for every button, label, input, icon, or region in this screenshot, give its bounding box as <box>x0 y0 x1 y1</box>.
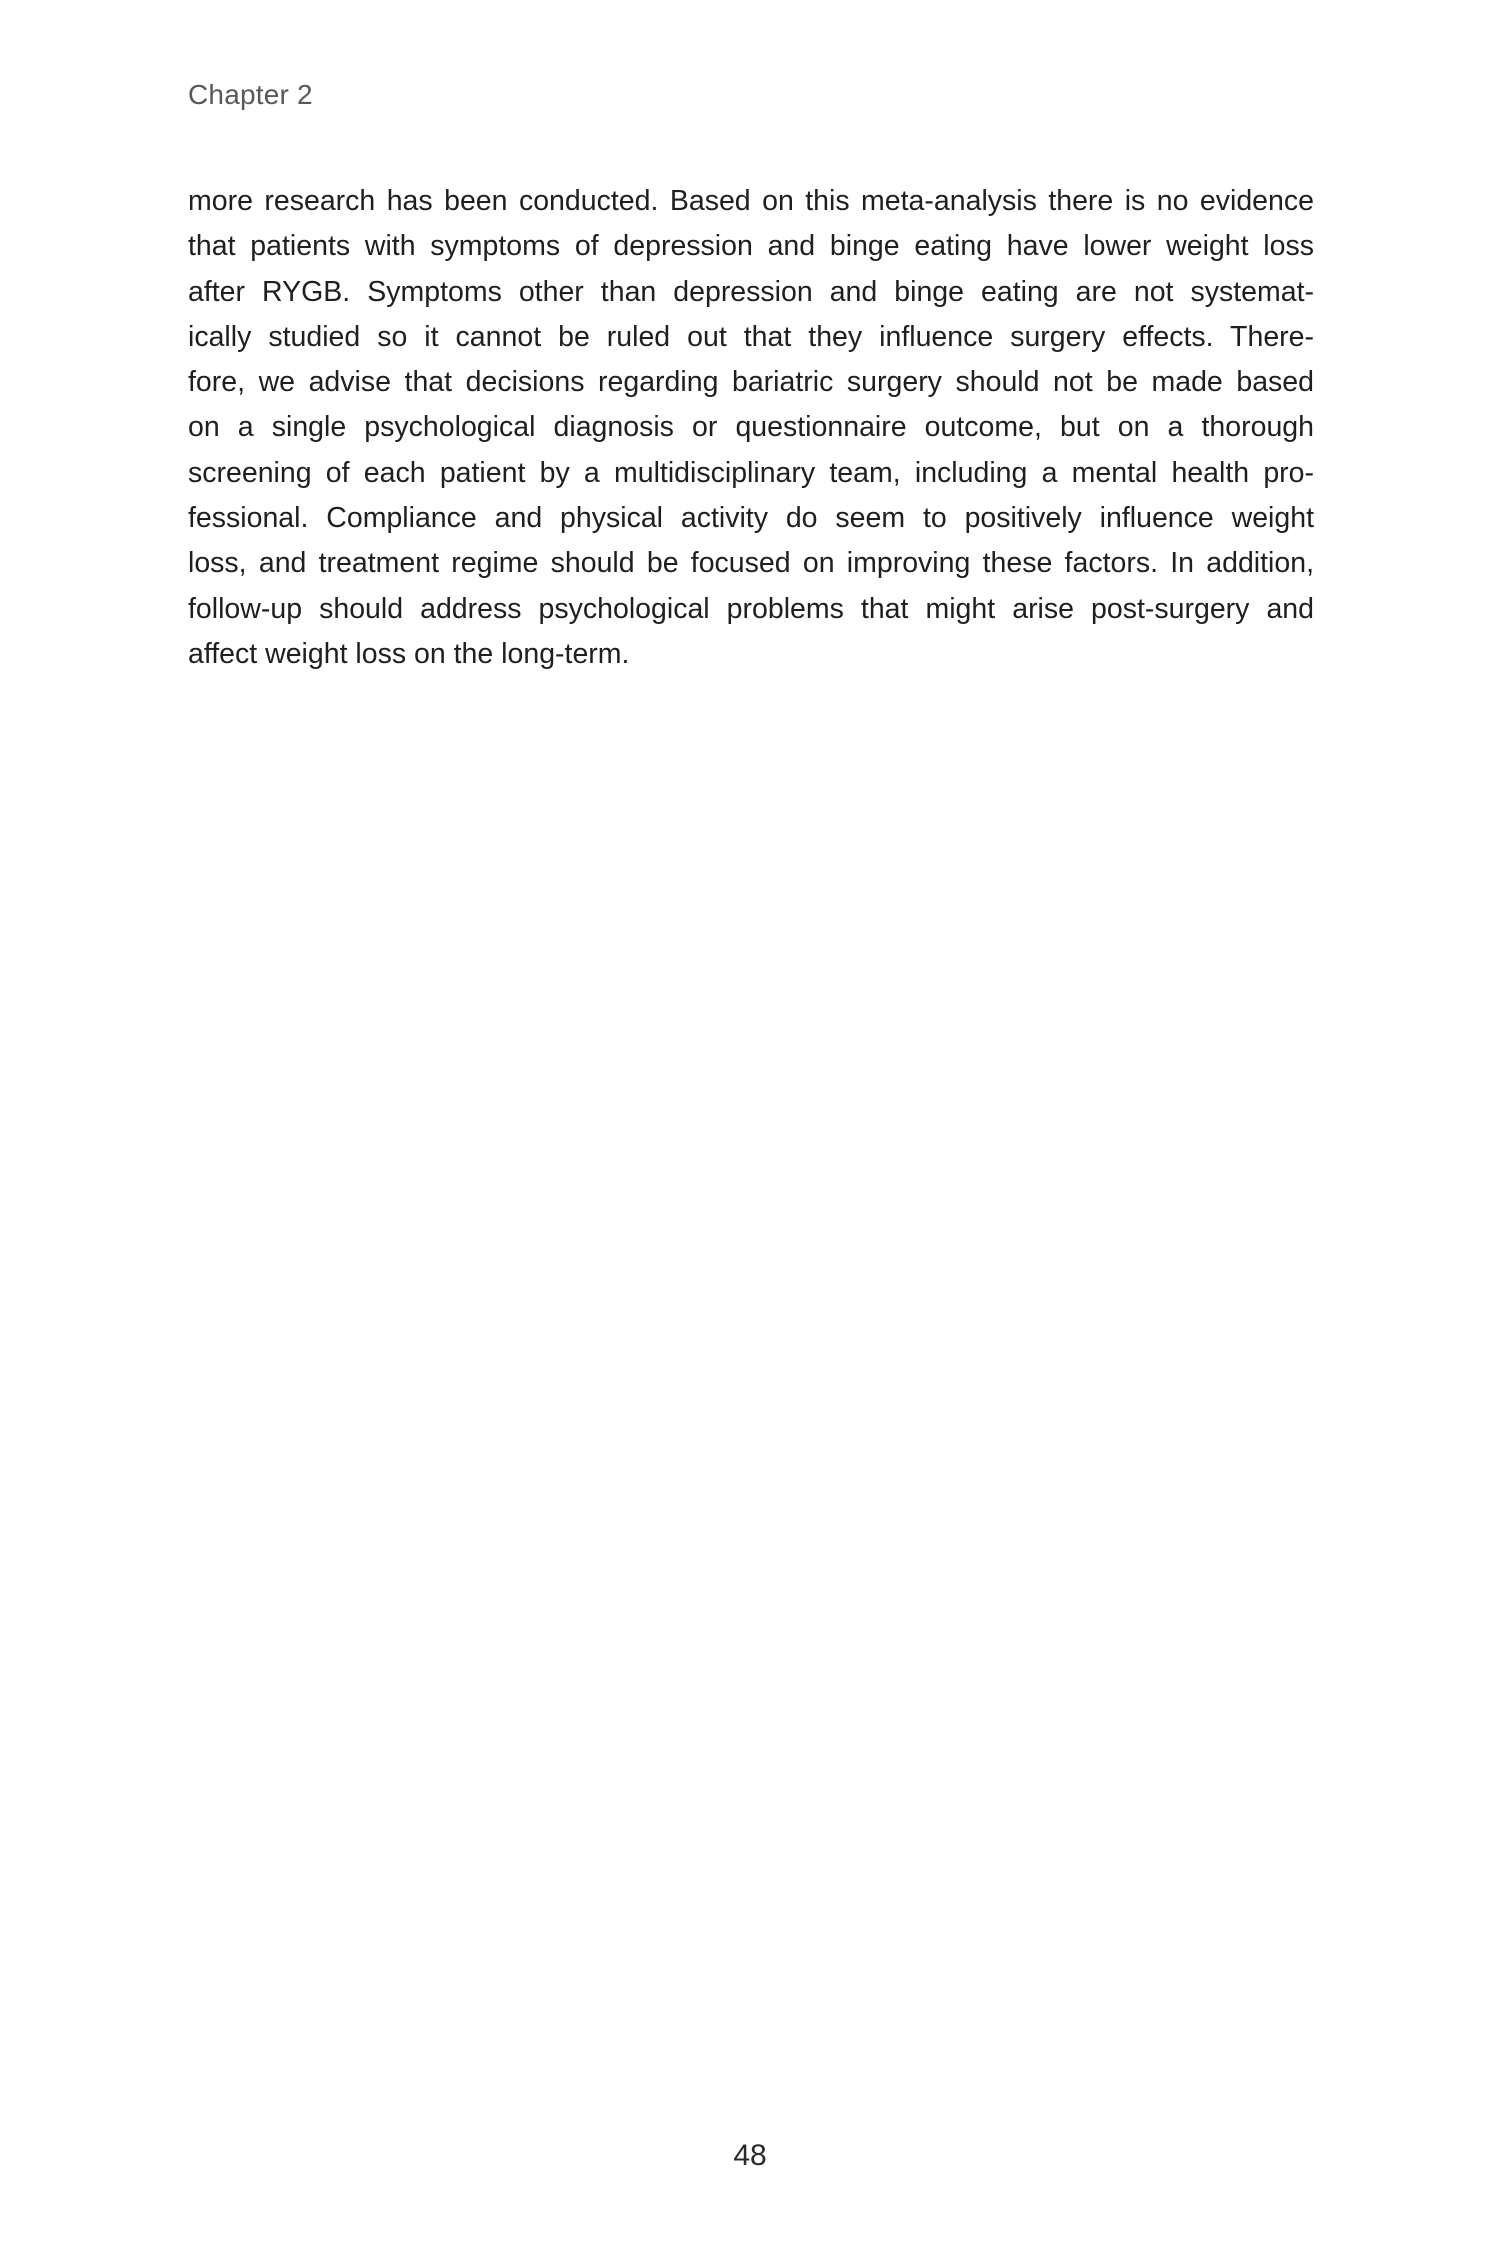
paragraph-line: follow-up should address psychological problems that might arise post-surgery and <box>188 592 1314 625</box>
chapter-running-header: Chapter 2 <box>188 79 313 110</box>
paragraph-line: that patients with symptoms of depression and binge eating have lower weight loss <box>188 230 1314 263</box>
page-number: 48 <box>733 2139 767 2172</box>
body-paragraph <box>188 179 1314 677</box>
paragraph-line: ically studied so it cannot be ruled out that they influence surgery effects. There- <box>188 320 1314 353</box>
paragraph-line: on a single psychological diagnosis or questionnaire outcome, but on a thorough <box>188 411 1314 444</box>
paragraph-line: fore, we advise that decisions regarding bariatric surgery should not be made based <box>188 366 1314 399</box>
paragraph-line: screening of each patient by a multidisciplinary team, including a mental health pro- <box>188 456 1314 489</box>
paragraph-line: after RYGB. Symptoms other than depression and binge eating are not systemat- <box>188 275 1314 308</box>
paragraph-line: affect weight loss on the long-term. <box>188 637 630 670</box>
paragraph-line: loss, and treatment regime should be focused on improving these factors. In addition, <box>188 547 1314 580</box>
paragraph-line: fessional. Compliance and physical activity do seem to positively influence weight <box>188 502 1314 535</box>
paragraph-line: more research has been conducted. Based on this meta-analysis there is no evidence <box>188 185 1314 217</box>
